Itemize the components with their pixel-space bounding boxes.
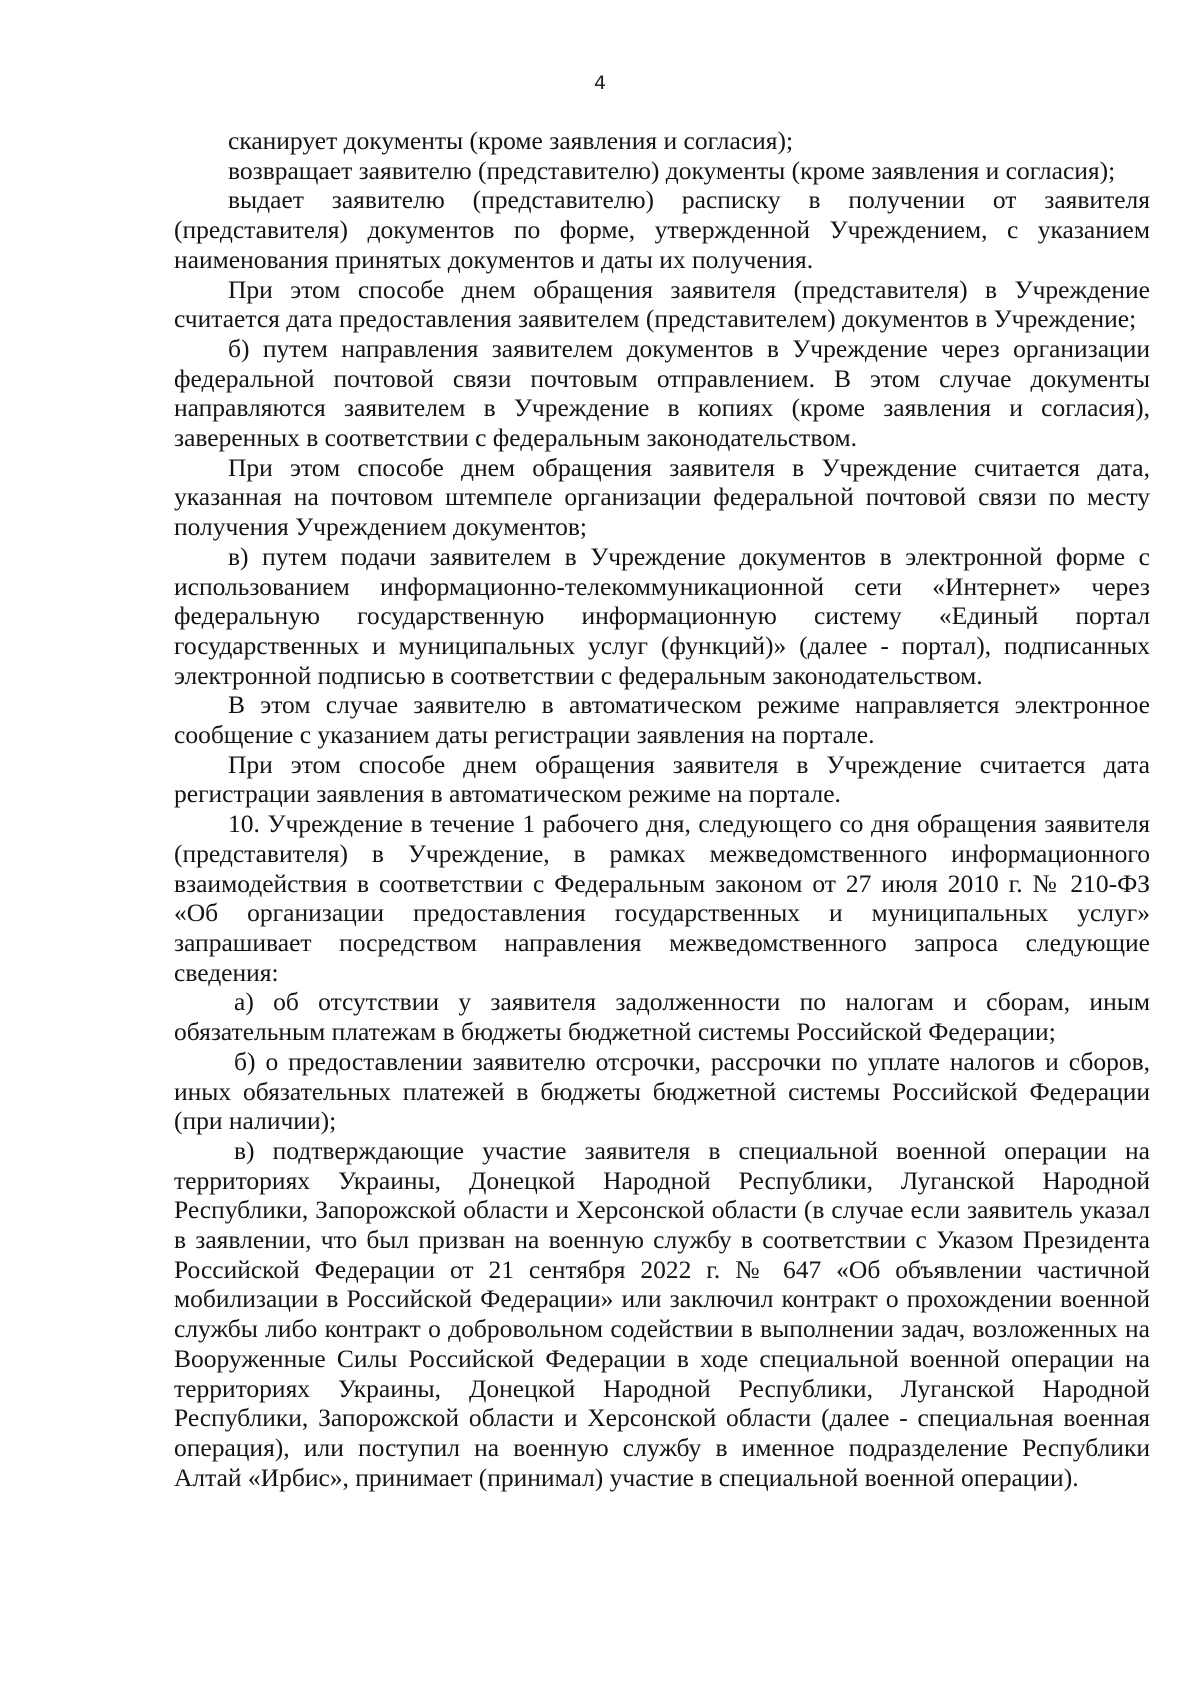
page-number: 4 bbox=[593, 72, 607, 94]
paragraph-electronic-notification: В этом случае заявителю в автоматическом режиме направляется электронное сообщение с указанием даты регистрации заявления на портале. bbox=[174, 690, 1150, 750]
document-body bbox=[174, 126, 1150, 1492]
paragraph-item-b: б) о предоставлении заявителю отсрочки, рассрочки по уплате налогов и сборов, иных обязательных платежей в бюджеты бюджетной системы Российской Федерации (при наличии); bbox=[174, 1046, 1150, 1136]
paragraph-in-person-date: При этом способе днем обращения заявителя (представителя) в Учреждение считается дата предоставления заявителем (представителем) документов в Учреждение; bbox=[174, 274, 1150, 334]
paragraph-electronic-date: При этом способе днем обращения заявителя в Учреждение считается дата регистрации заявления в автоматическом режиме на портале. bbox=[174, 749, 1150, 809]
paragraph-electronic-submission: в) путем подачи заявителем в Учреждение документов в электронной форме с использованием информационно-телекоммуникационной сети «Интернет» через федеральную государственную информационную систему «Единый портал государственных и муниципальных услуг (функций)» (далее - портал), подписанных электронной подписью в соответствии с федеральным законодательством. bbox=[174, 541, 1150, 690]
paragraph-item-v: в) подтверждающие участие заявителя в специальной военной операции на территориях Украины, Донецкой Народной Республики, Луганской Народной Республики, Запорожской области и Херсонской области (в случае если заявитель указал в заявлении, что был призван на военную службу в соответствии с Указом Президента Российской Федерации от 21 сентября 2022 г. № 647 «Об объявлении частичной мобилизации в Российской Федерации» или заключил контракт о прохождении военной службы либо контракт о добровольном содействии в выполнении задач, возложенных на Вооруженные Силы Российской Федерации в ходе специальной военной операции на территориях Украины, Донецкой Народной Республики, Луганской Народной Республики, Запорожской области и Херсонской области (далее - специальная военная операция), или поступил на военную службу в именное подразделение Республики Алтай «Ирбис», принимает (принимал) участие в специальной военной операции). bbox=[174, 1135, 1150, 1492]
paragraph-item-a: а) об отсутствии у заявителя задолженности по налогам и сборам, иным обязательным платежам в бюджеты бюджетной системы Российской Федерации; bbox=[174, 987, 1150, 1047]
paragraph-clause-10: 10. Учреждение в течение 1 рабочего дня, следующего со дня обращения заявителя (представителя) в Учреждение, в рамках межведомственного информационного взаимодействия в соответствии с Федеральным законом от 27 июля 2010 г. № 210-ФЗ «Об организации предоставления государственных и муниципальных услуг» запрашивает посредством направления межведомственного запроса следующие сведения: bbox=[174, 809, 1150, 987]
paragraph-return-documents: возвращает заявителю (представителю) документы (кроме заявления и согласия); bbox=[228, 155, 1116, 185]
paragraph-scan: сканирует документы (кроме заявления и согласия); bbox=[228, 126, 794, 155]
paragraph-postal-submission: б) путем направления заявителем документов в Учреждение через организации федеральной почтовой связи почтовым отправлением. В этом случае документы направляются заявителем в Учреждение в копиях (кроме заявления и согласия), заверенных в соответствии с федеральным законодательством. bbox=[174, 333, 1150, 453]
paragraph-postal-date: При этом способе днем обращения заявителя в Учреждение считается дата, указанная на почтовом штемпеле организации федеральной почтовой связи по месту получения Учреждением документов; bbox=[174, 452, 1150, 542]
paragraph-receipt: выдает заявителю (представителю) расписку в получении от заявителя (представителя) документов по форме, утвержденной Учреждением, с указанием наименования принятых документов и даты их получения. bbox=[174, 185, 1150, 274]
